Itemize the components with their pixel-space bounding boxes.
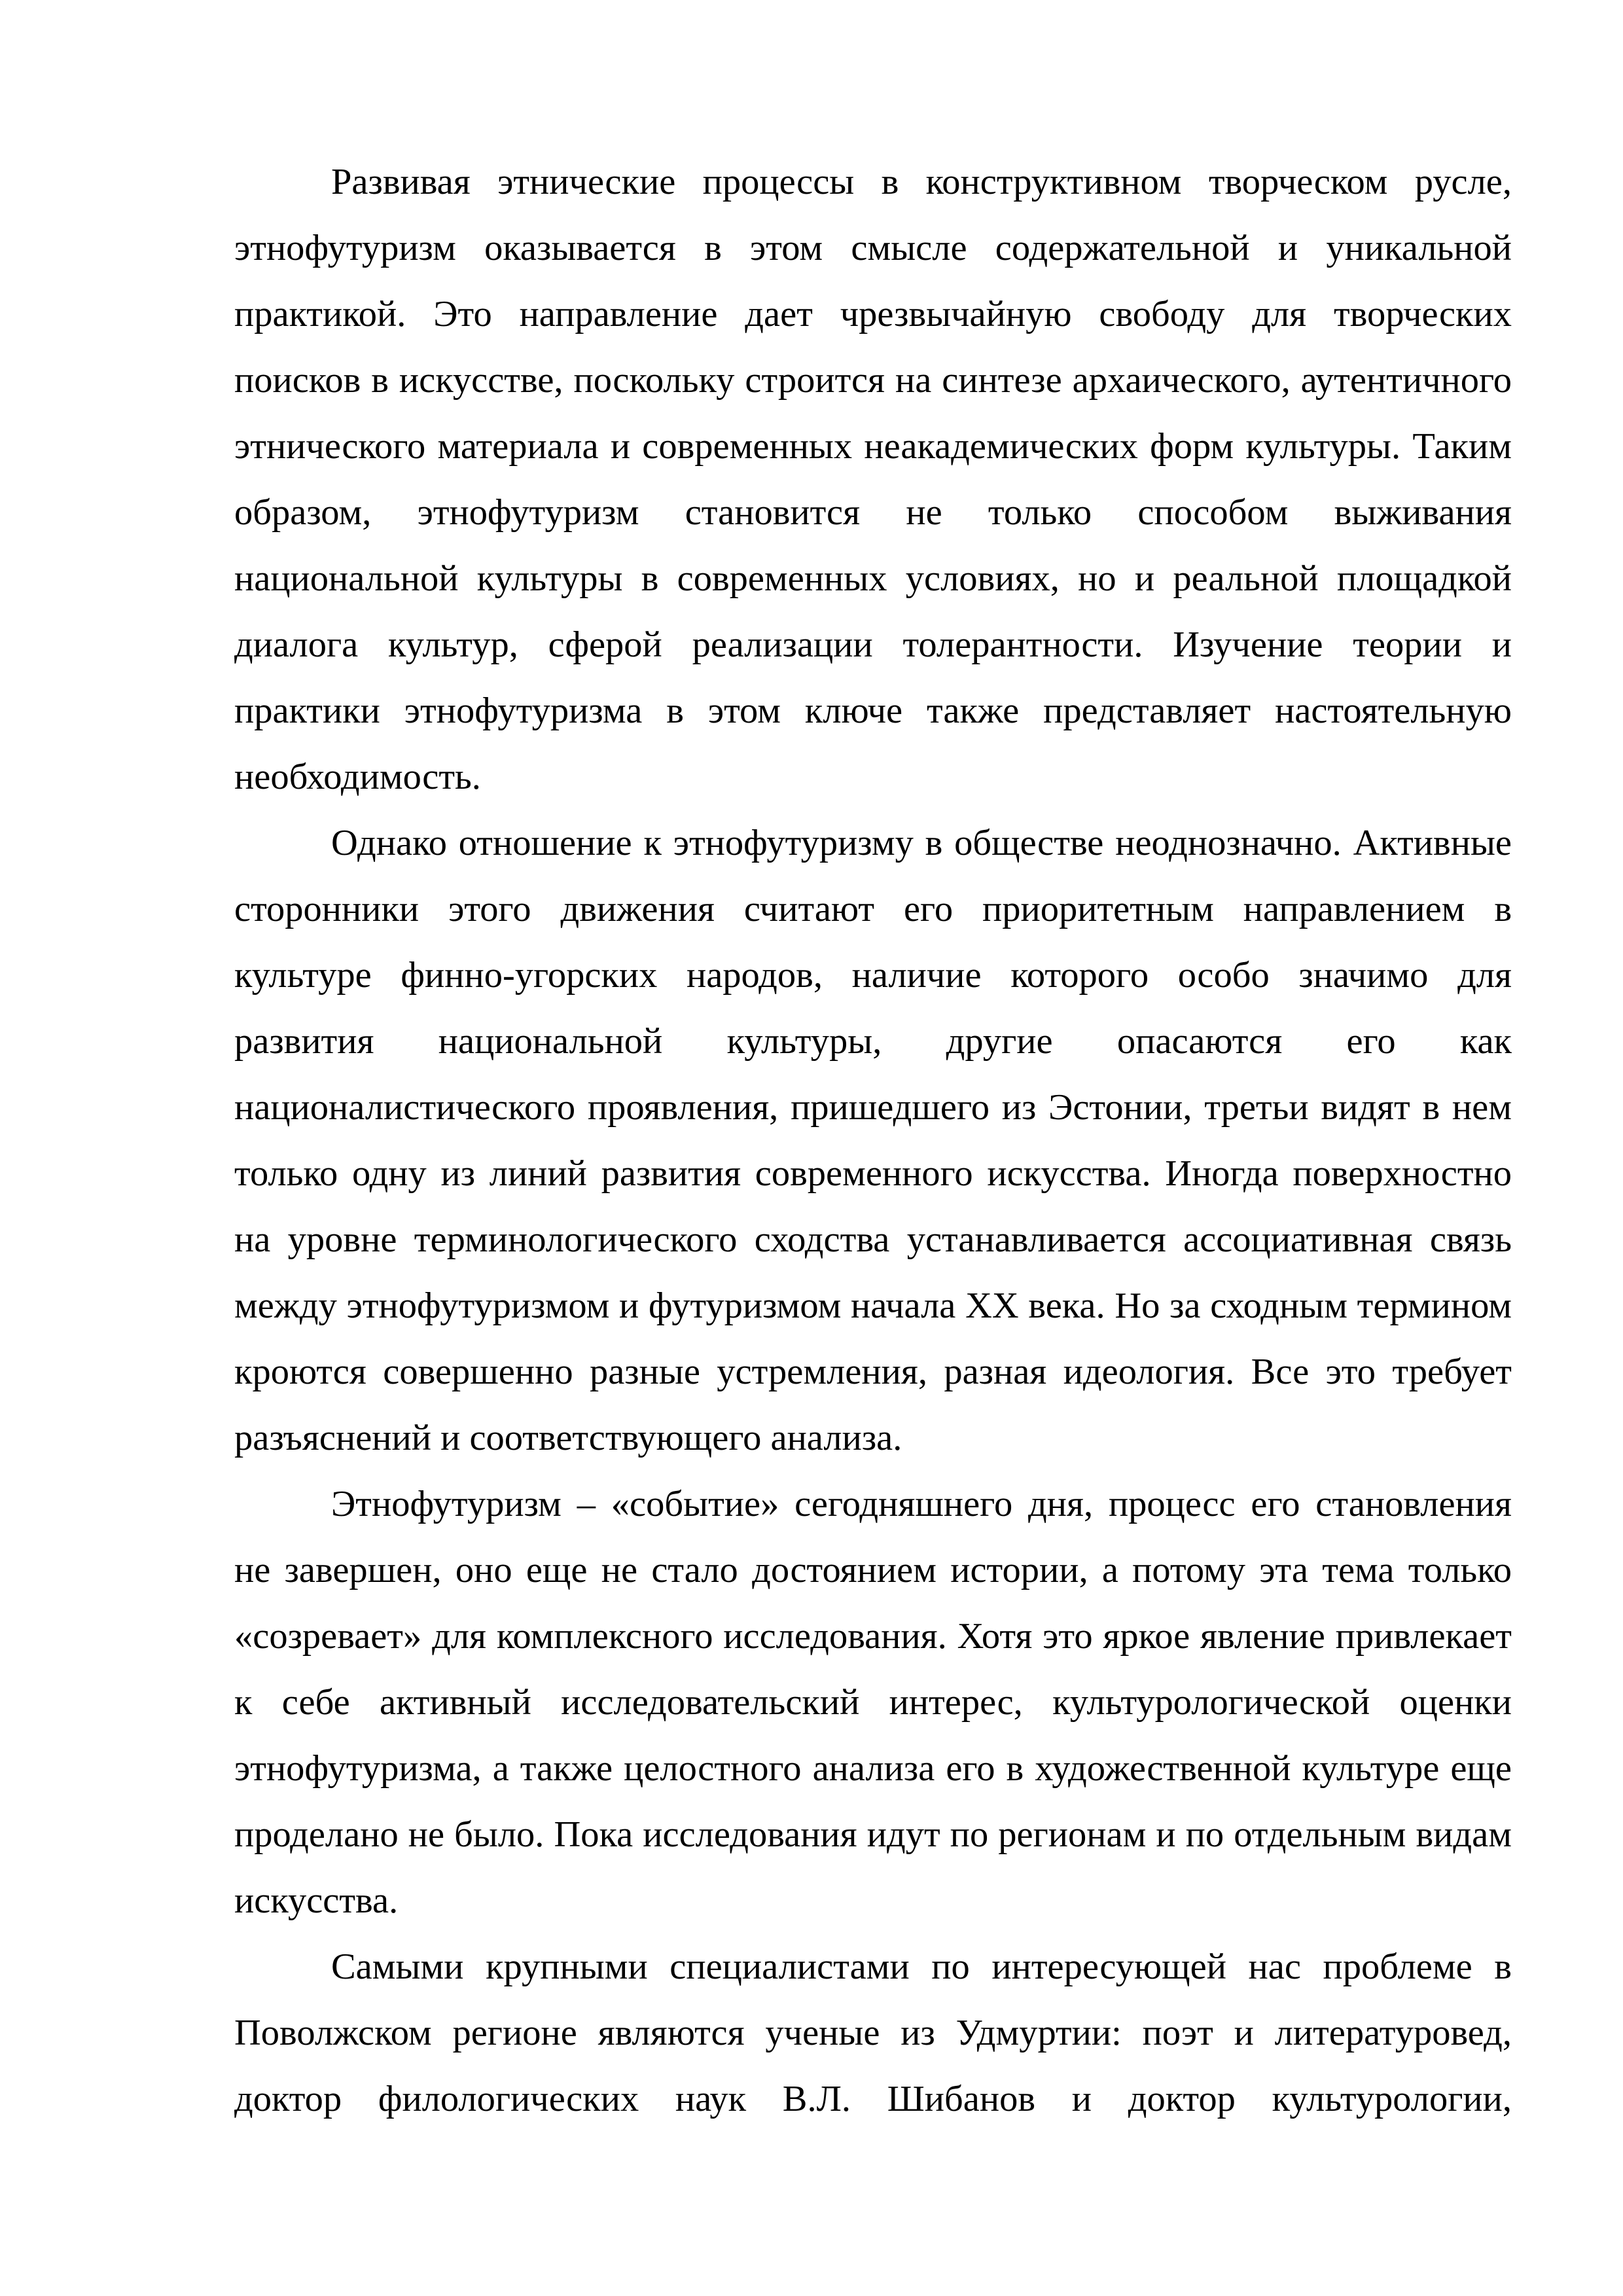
paragraph-ethnic-processes: Развивая этнические процессы в конструктивном творческом русле, этнофутуризм оказывается в этом смысле содержательной и уникальной практикой. Это направление дает чрезвычайную свободу для творческих поисков в искусстве, поскольку строится на синтезе архаического, аутентичного этнического материала и современных неакадемических форм культуры. Таким образом, этнофутуризм становится не только способом выживания национальной культуры в современных условиях, но и реальной площадкой диалога культур, сферой реализации толерантности. Изучение теории и практики этнофутуризма в этом ключе также представляет настоятельную необходимость. bbox=[234, 162, 1512, 797]
document-page bbox=[234, 149, 1512, 2132]
paragraph-specialists: Самыми крупными специалистами по интересующей нас проблеме в Поволжском регионе являются ученые из Удмуртии: поэт и литературовед, доктор филологических наук В.Л. Шибанов и доктор культурологии, bbox=[234, 1946, 1512, 2119]
paragraph-public-attitude: Однако отношение к этнофутуризму в обществе неоднозначно. Активные сторонники этого движения считают его приоритетным направлением в культуре финно-угорских народов, наличие которого особо значимо для развития национальной культуры, другие опасаются его как националистического проявления, пришедшего из Эстонии, третьи видят в нем только одну из линий развития современного искусства. Иногда поверхностно на уровне терминологического сходства устанавливается ассоциативная связь между этнофутуризмом и футуризмом начала ХХ века. Но за сходным термином кроются совершенно разные устремления, разная идеология. Все это требует разъяснений и соответствующего анализа. bbox=[234, 823, 1512, 1458]
paragraph-event-of-today: Этнофутуризм – «событие» сегодняшнего дня, процесс его становления не завершен, оно еще не стало достоянием истории, а потому эта тема только «созревает» для комплексного исследования. Хотя это яркое явление привлекает к себе активный исследовательский интерес, культурологической оценки этнофутуризма, а также целостного анализа его в художественной культуре еще проделано не было. Пока исследования идут по регионам и по отдельным видам искусства. bbox=[234, 1484, 1512, 1921]
